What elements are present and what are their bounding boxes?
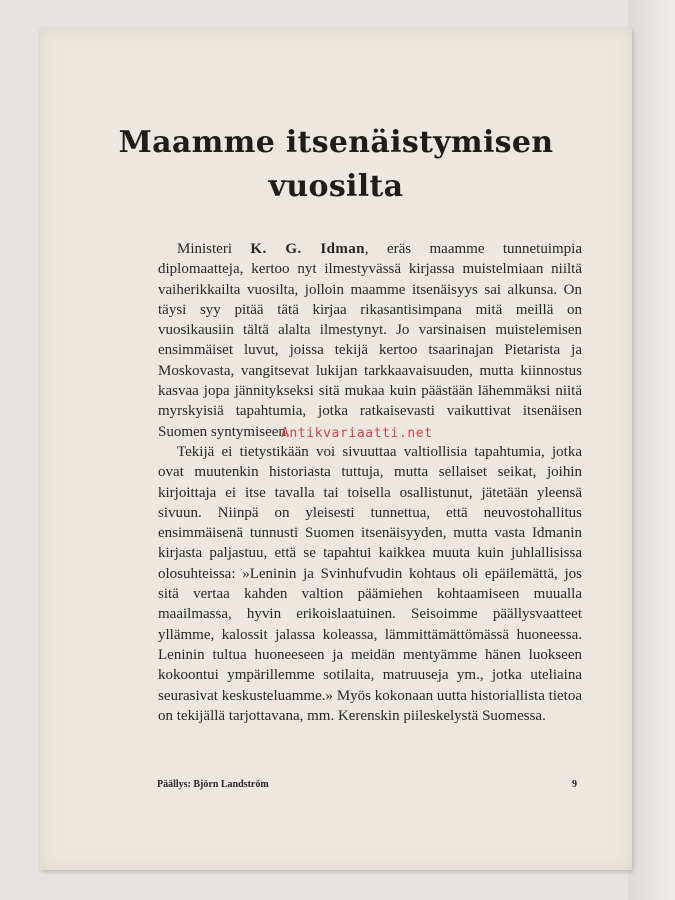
blurb-paragraph-1 bbox=[158, 239, 582, 442]
page-number: 9 bbox=[572, 779, 577, 790]
book-back-cover bbox=[40, 28, 632, 870]
author-name: K. G. Idman bbox=[250, 241, 365, 257]
paragraph-1-intro: Ministeri bbox=[177, 241, 251, 257]
blurb-paragraph-2: Tekijä ei tietystikään voi sivuuttaa valtiollisia tapahtumia, jotka ovat muutenkin historiasta tuttuja, mutta sellaiset seikat, joihin kirjoittaja ei itse tavalla tai toisella osallistunut, jätetään yleensä sivuun. Niinpä on yleisesti tunnettua, että neuvostohallitus ensimmäisenä tunnusti Suomen itsenäisyyden, mutta vasta Idmanin kirjasta paljastuu, että se tapahtui kaikkea muuta kuin juhlallisissa olosuhteissa: »Leninin ja Svinhufvudin kohtaus oli epäilemättä, jos sitä vertaa kahden valtion päämiehen kohtaamiseen muualla maailmassa, hyvin erikoislaatuinen. Seisoimme päällysvaatteet yllämme, kalossit jalassa koleassa, lämmittämättömässä huoneessa. Leninin tultua huoneeseen ja meidän mentyämme hänen luokseen kokoontui ympärillemme sotilaita, matruuseja ym., jotka uteliaina seurasivat keskusteluamme.» Myös kokonaan uutta historiallista tietoa on tekijällä tarjottavana, mm. Kerenskin piileskelystä Suomessa. bbox=[158, 443, 582, 724]
background-surface bbox=[628, 0, 675, 900]
blurb-text bbox=[158, 239, 582, 726]
cover-credit: Päällys: Björn Landström bbox=[157, 779, 269, 790]
page-title-line-1: Maamme itsenäistymisen bbox=[118, 125, 554, 160]
page-title-line-2: vuosilta bbox=[268, 169, 404, 204]
watermark: Antikvariaatti.net bbox=[281, 426, 433, 441]
paragraph-1-text: , eräs maamme tunnetuimpia diplomaatteja, kertoo nyt ilmestyvässä kirjassa muistelmiaan niiltä vaiherikkailta vuosilta, jolloin maamme itsenäisyys sai alkunsa. On täysi syy pitää tätä kirjaa rikasantisimpana mitä meillä on vuosikausiin tältä alalta ilmestynyt. Jo varsinaisen muistelemisen ensimmäiset luvut, joissa tekijä kertoo tsaarinajan Pietarista ja Moskovasta, vangitsevat lukijan tarkkaavaisuuden, mutta kiinnostus kasvaa jopa jännitykseksi sitä mukaa kuin päästään lähemmäksi niitä myrskyisiä tapahtumia, jotka ratkaisevasti vaikuttivat itsenäisen Suomen syntymiseen. bbox=[158, 241, 583, 440]
